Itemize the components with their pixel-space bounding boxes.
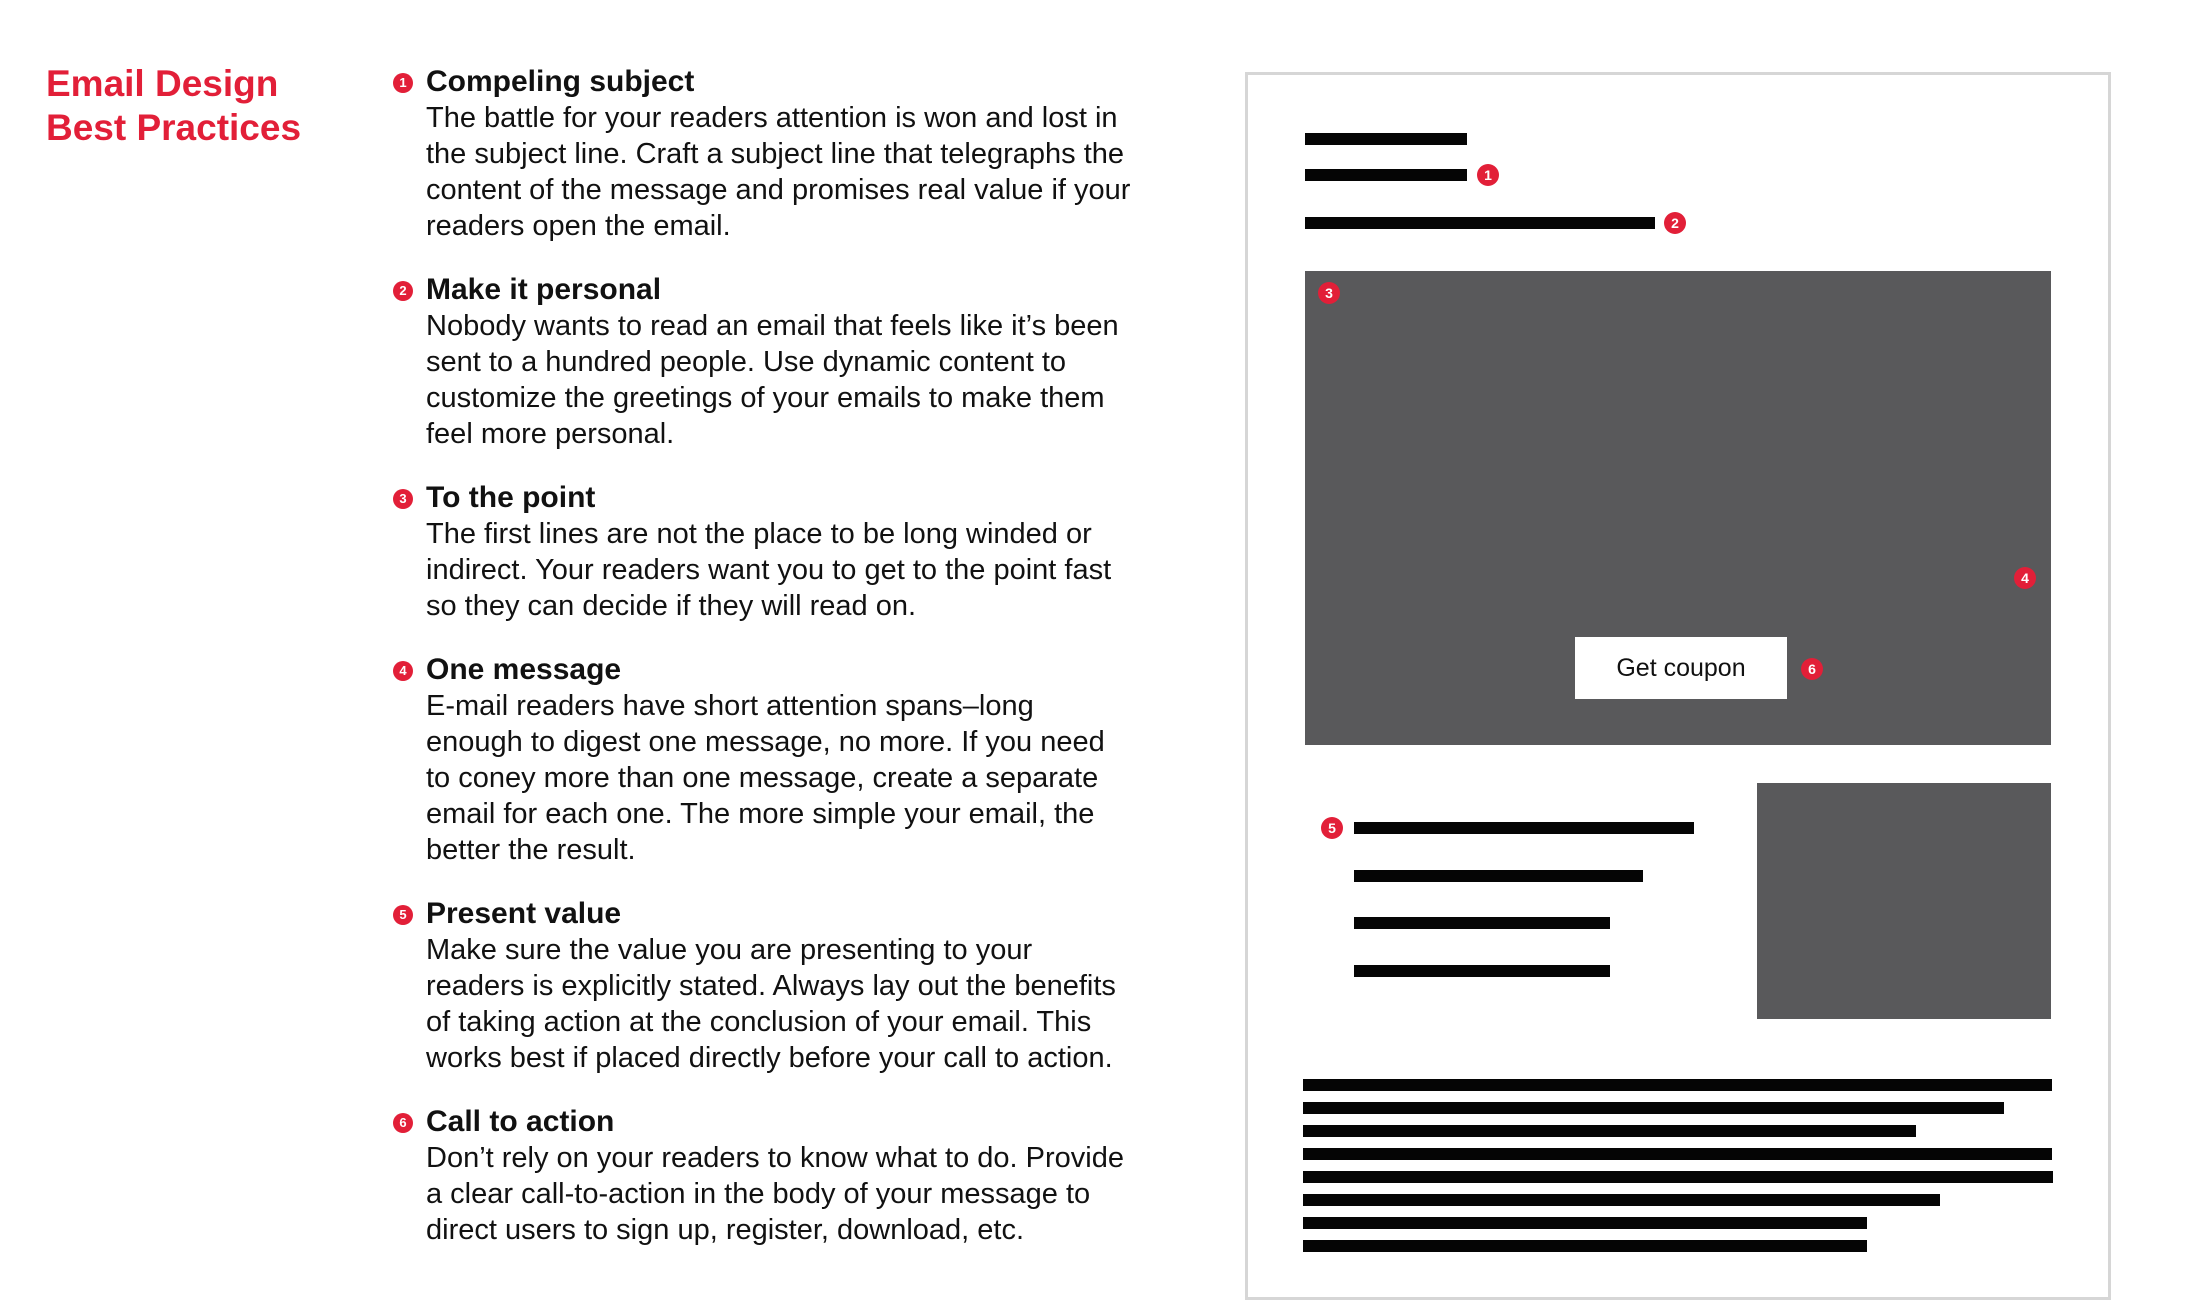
- tip-number-badge: 6: [393, 1113, 413, 1133]
- mock-subject-line: [1305, 169, 1467, 181]
- tips-list: [393, 64, 1133, 1276]
- tip-body: Nobody wants to read an email that feels like it’s been sent to a hundred people. Use dynamic content to customize the greetings of your emails to make them feel more personal.: [426, 310, 1119, 450]
- tip-body: E-mail readers have short attention spans–long enough to digest one message, no more. If you need to coney more than one message, create a separate email for each one. The more simple your email, the better the result.: [426, 690, 1105, 866]
- page-title-line-2: Best Practices: [46, 107, 302, 148]
- email-mockup: [1245, 72, 2111, 1300]
- mock-value-line: [1354, 965, 1610, 977]
- mock-body-line: [1303, 1194, 1940, 1206]
- marker-badge: 3: [1318, 282, 1340, 304]
- mock-body-line: [1303, 1217, 1867, 1229]
- tip-body: The first lines are not the place to be long winded or indirect. Your readers want you to get to the point fast so they can decide if they will read on.: [426, 518, 1112, 622]
- tip-body: Don’t rely on your readers to know what to do. Provide a clear call-to-action in the body of your message to direct users to sign up, register, download, etc.: [426, 1142, 1124, 1246]
- mock-body-line: [1303, 1171, 2053, 1183]
- marker-badge: 5: [1321, 817, 1343, 839]
- marker-badge: 1: [1477, 164, 1499, 186]
- tip-number-badge: 4: [393, 661, 413, 681]
- mock-body-line: [1303, 1125, 1916, 1137]
- mock-greeting-line: [1305, 217, 1655, 229]
- tip-number-badge: 2: [393, 281, 413, 301]
- tip-title: To the point: [426, 481, 596, 514]
- mock-header-line: [1305, 133, 1467, 145]
- tip-number-badge: 3: [393, 489, 413, 509]
- tip-title: Make it personal: [426, 273, 662, 306]
- tip-item: [393, 652, 1133, 868]
- mock-value-line: [1354, 917, 1610, 929]
- tip-number-badge: 5: [393, 905, 413, 925]
- page-title-line-1: Email Design: [46, 63, 279, 104]
- marker-badge: 2: [1664, 212, 1686, 234]
- tip-body: Make sure the value you are presenting to your readers is explicitly stated. Always lay out the benefits of taking action at the conclusion of your email. This works best if placed directly before your call to action.: [426, 934, 1116, 1074]
- mock-body-line: [1303, 1240, 1867, 1252]
- marker-badge: 6: [1801, 658, 1823, 680]
- tip-number-badge: 1: [393, 73, 413, 93]
- tip-item: [393, 1104, 1133, 1248]
- tip-title: Present value: [426, 897, 622, 930]
- tip-item: [393, 272, 1133, 452]
- mock-value-line: [1354, 870, 1643, 882]
- mock-body-line: [1303, 1148, 2052, 1160]
- mock-body-line: [1303, 1079, 2052, 1091]
- mock-body-line: [1303, 1102, 2004, 1114]
- tip-item: [393, 64, 1133, 244]
- tip-item: [393, 480, 1133, 624]
- tip-title: Call to action: [426, 1105, 615, 1138]
- tip-body: The battle for your readers attention is won and lost in the subject line. Craft a subject line that telegraphs the content of the message and promises real value if your readers open the email.: [426, 102, 1131, 242]
- mock-side-image: [1757, 783, 2051, 1019]
- marker-badge: 4: [2014, 567, 2036, 589]
- tip-title: Compeling subject: [426, 65, 695, 98]
- page-title: [46, 62, 301, 150]
- mock-value-line: [1354, 822, 1694, 834]
- tip-title: One message: [426, 653, 622, 686]
- get-coupon-button[interactable]: Get coupon: [1575, 637, 1787, 699]
- tip-item: [393, 896, 1133, 1076]
